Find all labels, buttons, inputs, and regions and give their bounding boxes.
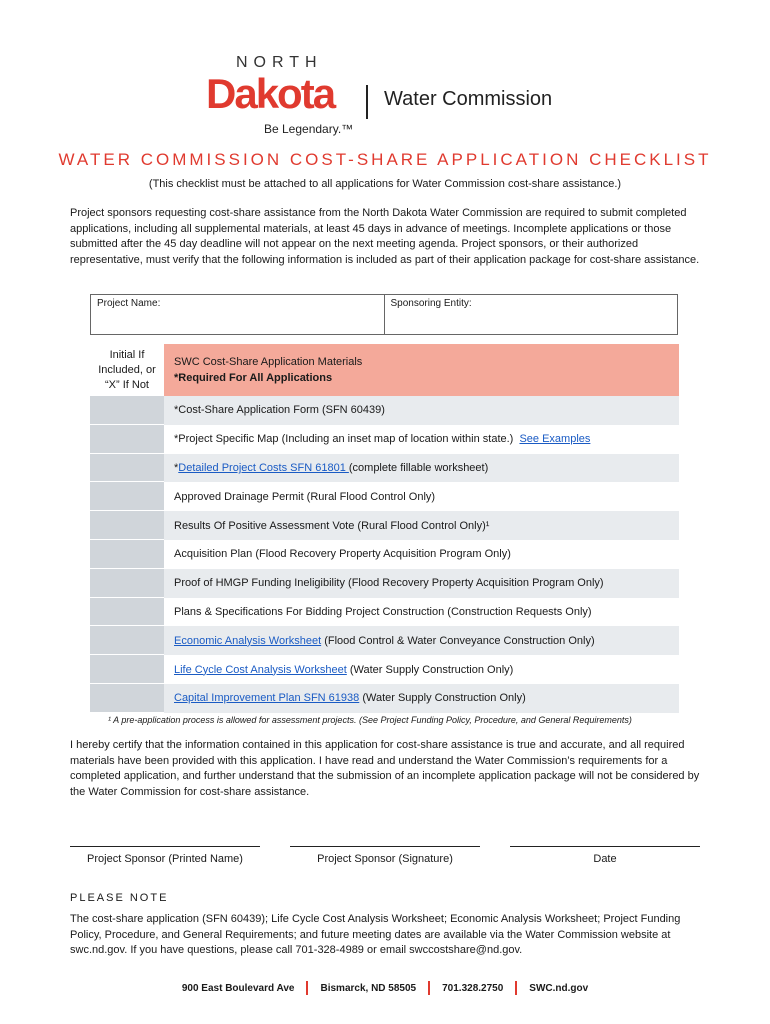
materials-header-required: *Required For All Applications: [174, 372, 333, 384]
checklist-item: [164, 626, 679, 655]
initial-cell[interactable]: [90, 684, 164, 713]
checklist-item: [164, 655, 679, 684]
page-subtitle: (This checklist must be attached to all applications for Water Commission cost-share assistance.): [148, 178, 622, 190]
item-text: (Water Supply Construction Only): [359, 692, 526, 705]
checklist-item: [164, 396, 679, 425]
item-text: Results Of Positive Assessment Vote (Rural Flood Control Only)¹: [174, 519, 490, 532]
footer-phone: 701.328.2750: [442, 982, 504, 994]
date-label: Date: [593, 853, 617, 865]
checklist-row: [90, 684, 679, 713]
logo-divider: [366, 85, 368, 119]
item-text: Acquisition Plan (Flood Recovery Property Acquisition Program Only): [174, 548, 511, 561]
printed-name-signature-block[interactable]: [70, 846, 260, 865]
footer-separator: [306, 981, 308, 995]
signature-line: [510, 846, 700, 847]
checklist-header: [90, 344, 679, 396]
initial-cell[interactable]: [90, 482, 164, 511]
footer-separator: [515, 981, 517, 995]
checklist-row: [90, 540, 679, 569]
certification-paragraph: I hereby certify that the information contained in this application for cost-share assistance is true and accurate, and all required materials have been provided with this application. I have read and understand the Water Commission’s requirements for a completed application, and further understand that the submission of an incomplete application package will not be considered by the Water Commission for cost-share assistance.: [70, 739, 700, 798]
intro-paragraph: Project sponsors requesting cost-share assistance from the North Dakota Water Commission are required to submit completed applications, including all supplemental materials, at least 45 days in advance of meetings. Incomplete applications or those submitted after the 45 day deadline will not appear on the next meeting agenda. Project sponsors, or their authorized representative, must verify that the following information is included as part of their application package for cost-share assistance.: [70, 207, 700, 266]
checklist-item: [164, 454, 679, 483]
footer-address: 900 East Boulevard Ave: [181, 982, 295, 994]
item-text: *Cost-Share Application Form (SFN 60439): [174, 404, 385, 417]
checklist-item: [164, 482, 679, 511]
checklist-row: [90, 511, 679, 540]
footer-separator: [428, 981, 430, 995]
materials-column-header: [164, 344, 679, 396]
initial-cell[interactable]: [90, 569, 164, 598]
checklist-row: [90, 396, 679, 425]
item-link[interactable]: Detailed Project Costs SFN 61801: [178, 461, 349, 474]
date-signature-block[interactable]: [510, 846, 700, 865]
materials-header-title: SWC Cost-Share Application Materials: [174, 356, 363, 368]
item-link[interactable]: Economic Analysis Worksheet: [174, 634, 322, 647]
initial-cell[interactable]: [90, 655, 164, 684]
footnote: ¹ A pre-application process is allowed for assessment projects. (See Project Funding Policy, Procedure, and General Requirements): [108, 715, 632, 725]
signature-line: [70, 846, 260, 847]
checklist-table: [90, 344, 679, 713]
initial-cell[interactable]: [90, 396, 164, 425]
page-title: WATER COMMISSION COST-SHARE APPLICATION CHECKLIST: [58, 150, 712, 169]
checklist-row: [90, 454, 679, 483]
please-note-body: The cost-share application (SFN 60439); Life Cycle Cost Analysis Worksheet; Economic Analysis Worksheet; Project Funding Policy, Procedure, and General Requirements; and future meeting dates are available via the Water Commission website at swc.nd.gov. If you have questions, please call 701-328-4989 or email swccostshare@nd.gov.: [70, 913, 681, 956]
checklist-row: [90, 655, 679, 684]
initial-cell[interactable]: [90, 454, 164, 483]
see-examples-link[interactable]: See Examples: [519, 433, 591, 446]
checklist-item: [164, 684, 679, 713]
checklist-rows: [90, 396, 679, 713]
item-text: Plans & Specifications For Bidding Project Construction (Construction Requests Only): [174, 605, 592, 618]
checklist-item: [164, 425, 679, 454]
item-link[interactable]: Life Cycle Cost Analysis Worksheet: [174, 663, 347, 676]
checklist-item: [164, 569, 679, 598]
sponsoring-entity-field[interactable]: [384, 295, 678, 334]
signature-block[interactable]: [290, 846, 480, 865]
logo-tagline: Be Legendary.™: [264, 122, 354, 136]
initial-cell[interactable]: [90, 626, 164, 655]
item-text: (complete fillable worksheet): [348, 461, 489, 474]
checklist-row: [90, 569, 679, 598]
footer-website[interactable]: SWC.nd.gov: [529, 982, 589, 994]
item-link[interactable]: Capital Improvement Plan SFN 61938: [174, 692, 360, 705]
project-name-label: Project Name:: [97, 298, 161, 309]
initial-column-header: Initial If Included, or “X” If Not: [90, 344, 164, 396]
sponsoring-entity-label: Sponsoring Entity:: [390, 298, 472, 309]
initial-cell[interactable]: [90, 425, 164, 454]
checklist-item: [164, 598, 679, 627]
footer-city: Bismarck, ND 58505: [320, 982, 417, 994]
project-info-box: [90, 294, 678, 335]
please-note-heading: PLEASE NOTE: [70, 892, 169, 904]
initial-cell[interactable]: [90, 598, 164, 627]
item-text: *Project Specific Map (Including an inset map of location within state.): [174, 433, 520, 446]
signature-label: Project Sponsor (Signature): [317, 853, 453, 865]
checklist-row: [90, 598, 679, 627]
item-text: Proof of HMGP Funding Ineligibility (Flood Recovery Property Acquisition Program Only): [174, 577, 604, 590]
item-text: (Flood Control & Water Conveyance Construction Only): [321, 634, 595, 647]
logo-dakota-text: Dakota: [206, 70, 335, 117]
checklist-row: [90, 482, 679, 511]
logo-division-text: Water Commission: [384, 88, 553, 110]
page-footer: [0, 981, 770, 995]
logo-north-text: NORTH: [236, 54, 323, 71]
nd-water-commission-logo: [206, 52, 576, 142]
initial-cell[interactable]: [90, 540, 164, 569]
signature-line: [290, 846, 480, 847]
checklist-row: [90, 626, 679, 655]
required-marker: *: [174, 461, 179, 474]
printed-name-label: Project Sponsor (Printed Name): [87, 853, 243, 865]
checklist-item: [164, 511, 679, 540]
initial-cell[interactable]: [90, 511, 164, 540]
item-text: (Water Supply Construction Only): [346, 663, 514, 676]
checklist-item: [164, 540, 679, 569]
project-name-field[interactable]: [91, 295, 384, 334]
checklist-row: [90, 425, 679, 454]
item-text: Approved Drainage Permit (Rural Flood Control Only): [174, 490, 436, 503]
